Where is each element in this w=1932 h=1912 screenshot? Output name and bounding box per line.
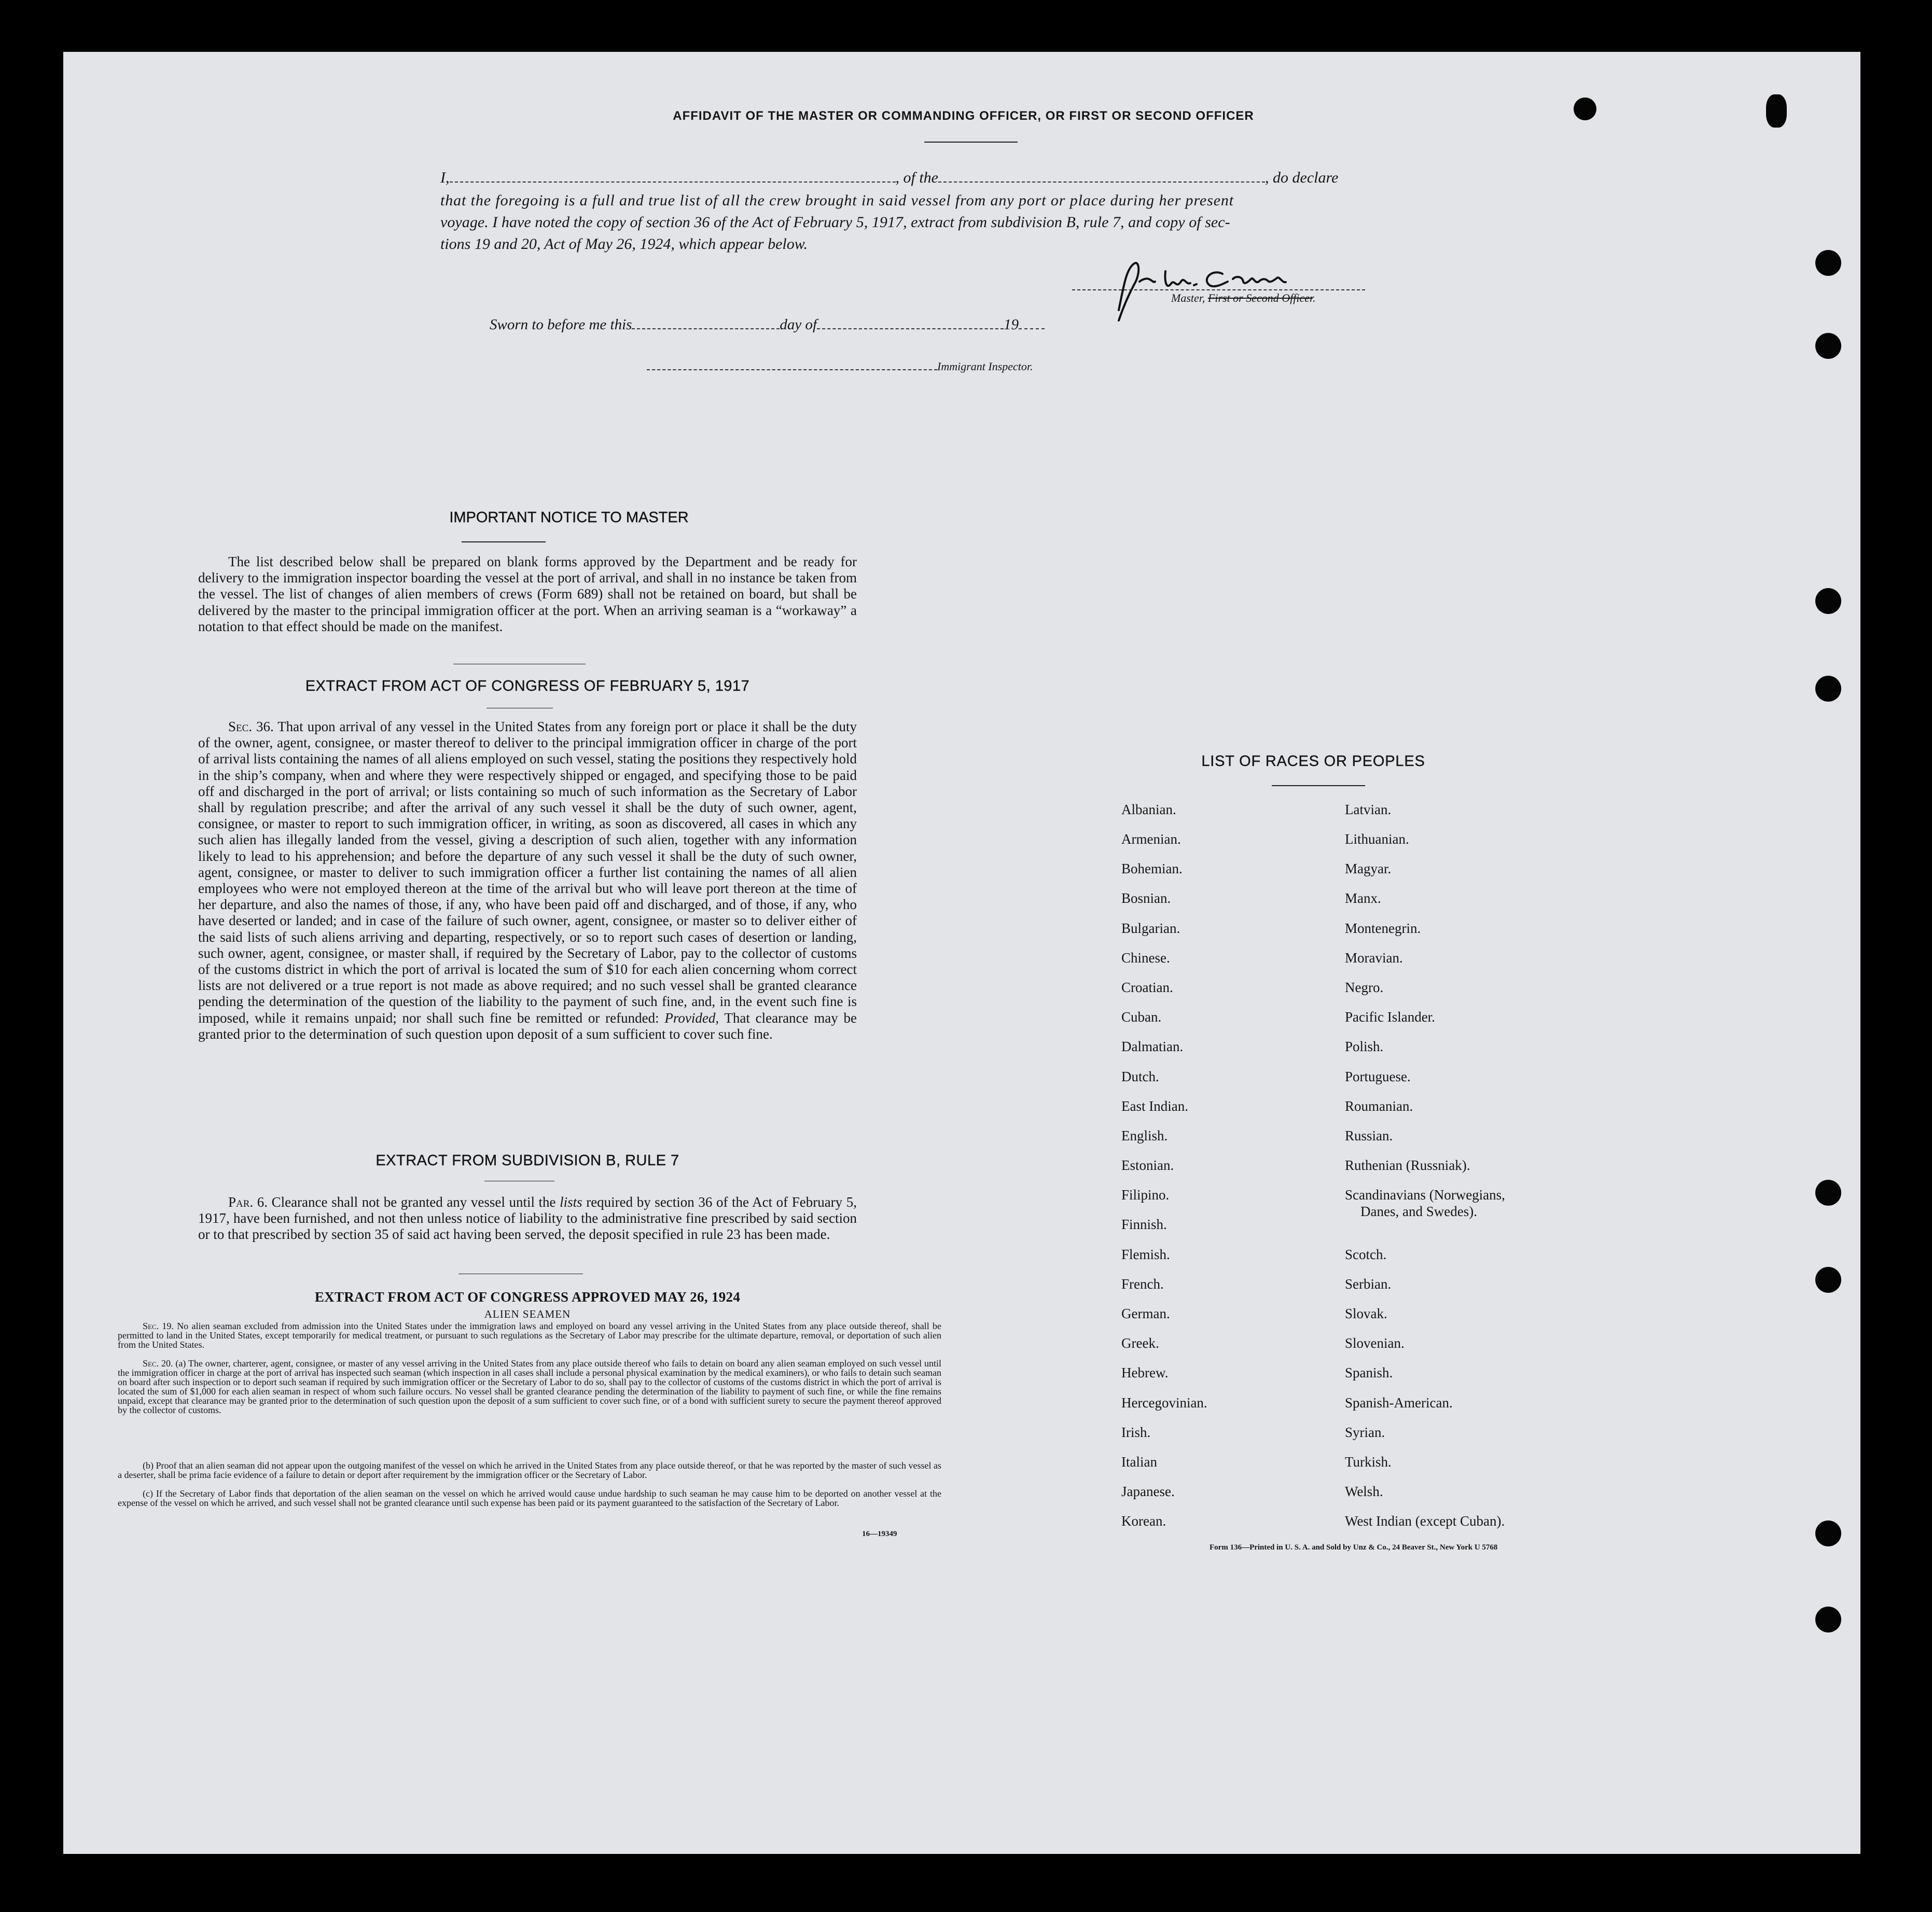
race-item: Armenian. — [1121, 831, 1181, 847]
race-item: Scotch. — [1345, 1247, 1387, 1262]
paragraph-6-body — [198, 1194, 857, 1243]
race-item: Ruthenian (Russniak). — [1345, 1157, 1470, 1173]
race-item: Hercegovinian. — [1121, 1395, 1207, 1411]
punch-hole — [1815, 1180, 1841, 1206]
inspector-signature-field[interactable] — [647, 369, 937, 370]
race-item: East Indian. — [1121, 1098, 1188, 1114]
race-item: Montenegrin. — [1345, 920, 1421, 936]
race-item: Russian. — [1345, 1128, 1393, 1143]
race-item: Estonian. — [1121, 1157, 1174, 1173]
declarant-prefix: I, — [440, 169, 450, 186]
race-item: English. — [1121, 1128, 1168, 1143]
title-underline — [924, 142, 1018, 143]
race-item: Bohemian. — [1121, 861, 1183, 876]
punch-hole — [1815, 250, 1841, 276]
signature-line[interactable] — [1072, 289, 1365, 290]
punch-hole — [1815, 588, 1841, 614]
print-code: 16—19349 — [862, 1530, 897, 1538]
race-item: West Indian (except Cuban). — [1345, 1513, 1505, 1529]
race-item: Moravian. — [1345, 950, 1403, 966]
extract-1924-title: EXTRACT FROM ACT OF CONGRESS APPROVED MAY 26, 1924 — [314, 1289, 741, 1305]
affidavit-title: AFFIDAVIT OF THE MASTER OR COMMANDING OFFICER, OR FIRST OR SECOND OFFICER — [673, 109, 1254, 123]
race-item: Chinese. — [1121, 950, 1170, 966]
punch-hole — [1574, 97, 1596, 120]
section-19-body — [118, 1322, 941, 1350]
race-item: Hebrew. — [1121, 1365, 1169, 1380]
section-36-tail: That clearance may be granted prior to the determination of such question upon deposit of a sum sufficient to cover such fine. — [198, 1010, 857, 1042]
sworn-month-field[interactable] — [817, 328, 1004, 329]
race-item: Croatian. — [1121, 980, 1173, 995]
race-item: Filipino. — [1121, 1187, 1170, 1203]
master-label: Master, — [1171, 291, 1205, 304]
race-item: Korean. — [1121, 1513, 1166, 1529]
race-item: Polish. — [1345, 1039, 1384, 1054]
race-item: Irish. — [1121, 1425, 1151, 1440]
race-item: Dalmatian. — [1121, 1039, 1184, 1054]
section-36-body — [198, 719, 857, 1042]
sworn-day-field[interactable] — [632, 328, 780, 329]
race-item: Negro. — [1345, 980, 1384, 995]
punch-hole — [1815, 1267, 1841, 1293]
year-prefix: 19 — [1004, 316, 1019, 333]
rule-7-title: EXTRACT FROM SUBDIVISION B, RULE 7 — [376, 1152, 679, 1169]
inspector-label: Immigrant Inspector. — [937, 360, 1033, 373]
punch-hole — [1815, 1520, 1841, 1546]
affidavit-body-line-4: tions 19 and 20, Act of May 26, 1924, which appear below. — [440, 235, 808, 253]
declarant-name-field[interactable] — [450, 182, 896, 183]
race-item: Syrian. — [1345, 1425, 1385, 1440]
race-item: Cuban. — [1121, 1009, 1162, 1025]
section-36-label: Sec. 36. — [228, 719, 274, 734]
section-19-label: Sec. 19. — [143, 1321, 174, 1331]
punch-hole — [1815, 333, 1841, 359]
lists-word: lists — [560, 1194, 582, 1210]
vessel-name-field[interactable] — [938, 182, 1265, 183]
declare-label: , do declare — [1265, 169, 1339, 186]
race-item: Turkish. — [1345, 1454, 1392, 1470]
race-item: Italian — [1121, 1454, 1157, 1470]
section-20a-text: (a) The owner, charterer, agent, consignee, or master of any vessel arriving in the United States from any place outside thereof who fails to detain on board any alien seaman employed on such vessel until the immigration officer in charge at the port of arrival has inspected such seaman (which inspection in all cases shall include a personal physical examination by the medical examiners), or who fails to detain such seaman on board after such inspection or to deport such seaman if required by such immigration officer or the Secretary of Labor to do so, shall pay to the collector of customs of the customs district in which the port of arrival is located the sum of $1,000 for each alien seaman in respect of whom such failure occurs. No vessel shall be granted clearance pending the determination of the liability to payment of such fine, or while the fine remains unpaid, except that clearance may be granted prior to the determination of such question upon the deposit of a sum sufficient to cover such fine, or of a bond with sufficient surety to secure the payment thereof approved by the collector of customs. — [118, 1358, 942, 1415]
race-item: Slovenian. — [1345, 1335, 1405, 1351]
race-item: Danes, and Swedes). — [1360, 1204, 1477, 1219]
race-item: Lithuanian. — [1345, 831, 1409, 847]
race-item: Dutch. — [1121, 1069, 1159, 1084]
race-item: Slovak. — [1345, 1306, 1387, 1321]
race-item: Serbian. — [1345, 1276, 1392, 1292]
affidavit-body-line-2: that the foregoing is a full and true list of all the crew brought in said vessel from any port or place during her present — [440, 192, 1234, 209]
day-of-label: day of — [780, 316, 817, 333]
section-20c-body: (c) If the Secretary of Labor finds that deportation of the alien seaman on the vessel on which he arrived would cause undue hardship to such seaman he may cause him to be deported on another vessel at the expense of the vessel on which he arrived, and such vessel shall not be granted clearance until such expense has been paid or its payment guaranteed to the satisfaction of the Secretary of Labor. — [118, 1488, 941, 1508]
race-item: Spanish. — [1345, 1365, 1393, 1380]
race-item: Bulgarian. — [1121, 920, 1180, 936]
race-item: Portuguese. — [1345, 1069, 1411, 1084]
provided-word: Provided, — [664, 1010, 719, 1026]
section-20b-body: (b) Proof that an alien seaman did not appear upon the outgoing manifest of the vessel on which he arrived in the United States from any place outside thereof, or that he was reported by the master of such vessel as a deserter, shall be prima facie evidence of a failure to detain or deport after requirement by the immigration officer or the Secretary of Labor. — [118, 1460, 941, 1480]
paragraph-6-text-b: required by section 36 of the Act of February 5, 1917, have been furnished, and not then unless notice of liability to the administrative fine prescribed by said section or to that prescribed by section 35 of said act having been served, the deposit specified in rule 23 has been made. — [198, 1194, 857, 1243]
race-item: Scandinavians (Norwegians, — [1345, 1187, 1505, 1203]
race-item: Manx. — [1345, 890, 1381, 906]
race-item: Spanish-American. — [1345, 1395, 1453, 1411]
section-19-text: No alien seaman excluded from admission into the United States under the immigration laws and employed on board any vessel arriving in the United States from any place outside thereof, shall be permitted to land in the United States, except temporarily for medical treatment, or pursuant to such regulations as the Secretary of Labor may prescribe for the ultimate departure, removal, or deportation of such alien from the United States. — [118, 1321, 941, 1350]
races-title-underline — [1272, 785, 1365, 786]
form-printer-line: Form 136—Printed in U. S. A. and Sold by Unz & Co., 24 Beaver St., New York U 5768 — [1210, 1543, 1498, 1552]
race-item: Finnish. — [1121, 1217, 1167, 1232]
notice-body: The list described below shall be prepared on blank forms approved by the Department and be ready for delivery to the immigration inspector boarding the vessel at the port of arrival, and shall in no instance be taken from the vessel. The list of changes of alien members of crews (Form 689) shall not be retained on board, but shall be delivered by the master to the principal immigration officer at the port. When an arriving seaman is a “workaway” a notation to that effect should be made on the manifest. — [198, 554, 857, 634]
notice-title: IMPORTANT NOTICE TO MASTER — [449, 509, 689, 526]
extract-1924-subtitle: ALIEN SEAMEN — [484, 1308, 571, 1320]
race-item: Japanese. — [1121, 1484, 1175, 1499]
race-item: Magyar. — [1345, 861, 1392, 876]
affidavit-body-line-3: voyage. I have noted the copy of section 36 of the Act of February 5, 1917, extract from subdivision B, rule 7, and copy of sec- — [440, 214, 1230, 231]
race-item: Bosnian. — [1121, 890, 1171, 906]
punch-hole — [1815, 1607, 1841, 1632]
signature-caption: Master, First or Second Officer. — [1171, 291, 1316, 304]
paragraph-6-text-a: Clearance shall not be granted any vessel until the — [271, 1194, 556, 1210]
race-item: French. — [1121, 1276, 1164, 1292]
races-title: LIST OF RACES OR PEOPLES — [1201, 753, 1425, 770]
extract-1917-title: EXTRACT FROM ACT OF CONGRESS OF FEBRUARY 5, 1917 — [305, 678, 750, 694]
paragraph-6-label: Par. 6. — [228, 1194, 268, 1210]
punch-hole — [1815, 676, 1841, 702]
race-item: Latvian. — [1345, 802, 1392, 817]
race-item: Greek. — [1121, 1335, 1159, 1351]
sworn-year-field[interactable] — [1019, 328, 1045, 329]
section-20a-body — [118, 1359, 941, 1415]
notice-title-underline — [462, 541, 546, 542]
race-item: Pacific Islander. — [1345, 1009, 1435, 1025]
of-the-label: , of the — [895, 169, 938, 186]
sworn-line — [490, 316, 1045, 333]
race-item: Roumanian. — [1345, 1098, 1413, 1114]
affidavit-line-1 — [440, 169, 1498, 187]
section-36-text: That upon arrival of any vessel in the United States from any foreign port or place it shall be the duty of the owner, agent, consignee, or master thereof to deliver to the principal immigration officer in charge of the port of arrival lists containing the names of all aliens employed on such vessel, stating the positions they respectively hold in the ship’s company, when and where they were respectively shipped or engaged, and specifying those to be paid off and discharged in the port of arrival; or lists containing so much of such information as the Secretary of Labor shall by regulation prescribe; and after the arrival of any such vessel it shall be the duty of such owner, agent, consignee, or master to report to such immigration officer, in writing, as soon as discovered, all cases in which any such alien has illegally landed from the vessel, giving a description of such alien, together with any information likely to lead to his apprehension; and before the departure of any such vessel it shall be the duty of such owner, agent, consignee, or master to deliver to such immigration officer a further list containing the names of all alien employees who were not employed thereon at the time of the arrival but who will leave port thereon at the time of her departure, and also the names of those, if any, who have been paid off and discharged, and of those, if any, who have deserted or landed; and in case of the failure of such owner, agent, consignee, or master so to deliver either of the said lists of such aliens arriving and departing, respectively, or so to report such cases of desertion or landing, such owner, agent, consignee, or master shall, if required by the Secretary of Labor, pay to the collector of customs of the customs district in which the port of arrival is located the sum of $10 for each alien concerning whom correct lists are not delivered or a true report is not made as above required; and no such vessel shall be granted clearance pending the determination of the question of the liability to the payment of such fine, and, in the event such fine is imposed, while it remains unpaid; nor shall such fine be remitted or refunded: — [198, 719, 857, 1026]
struck-officer-label: First or Second Officer — [1207, 291, 1313, 304]
race-item: Albanian. — [1121, 802, 1176, 817]
document-page — [63, 52, 1860, 1854]
race-item: Welsh. — [1345, 1484, 1383, 1499]
race-item: German. — [1121, 1306, 1170, 1321]
inspector-line — [647, 360, 1033, 373]
punch-hole — [1766, 94, 1787, 128]
race-item: Flemish. — [1121, 1247, 1170, 1262]
section-20-label: Sec. 20. — [143, 1358, 173, 1369]
sworn-label: Sworn to before me this — [490, 316, 632, 333]
